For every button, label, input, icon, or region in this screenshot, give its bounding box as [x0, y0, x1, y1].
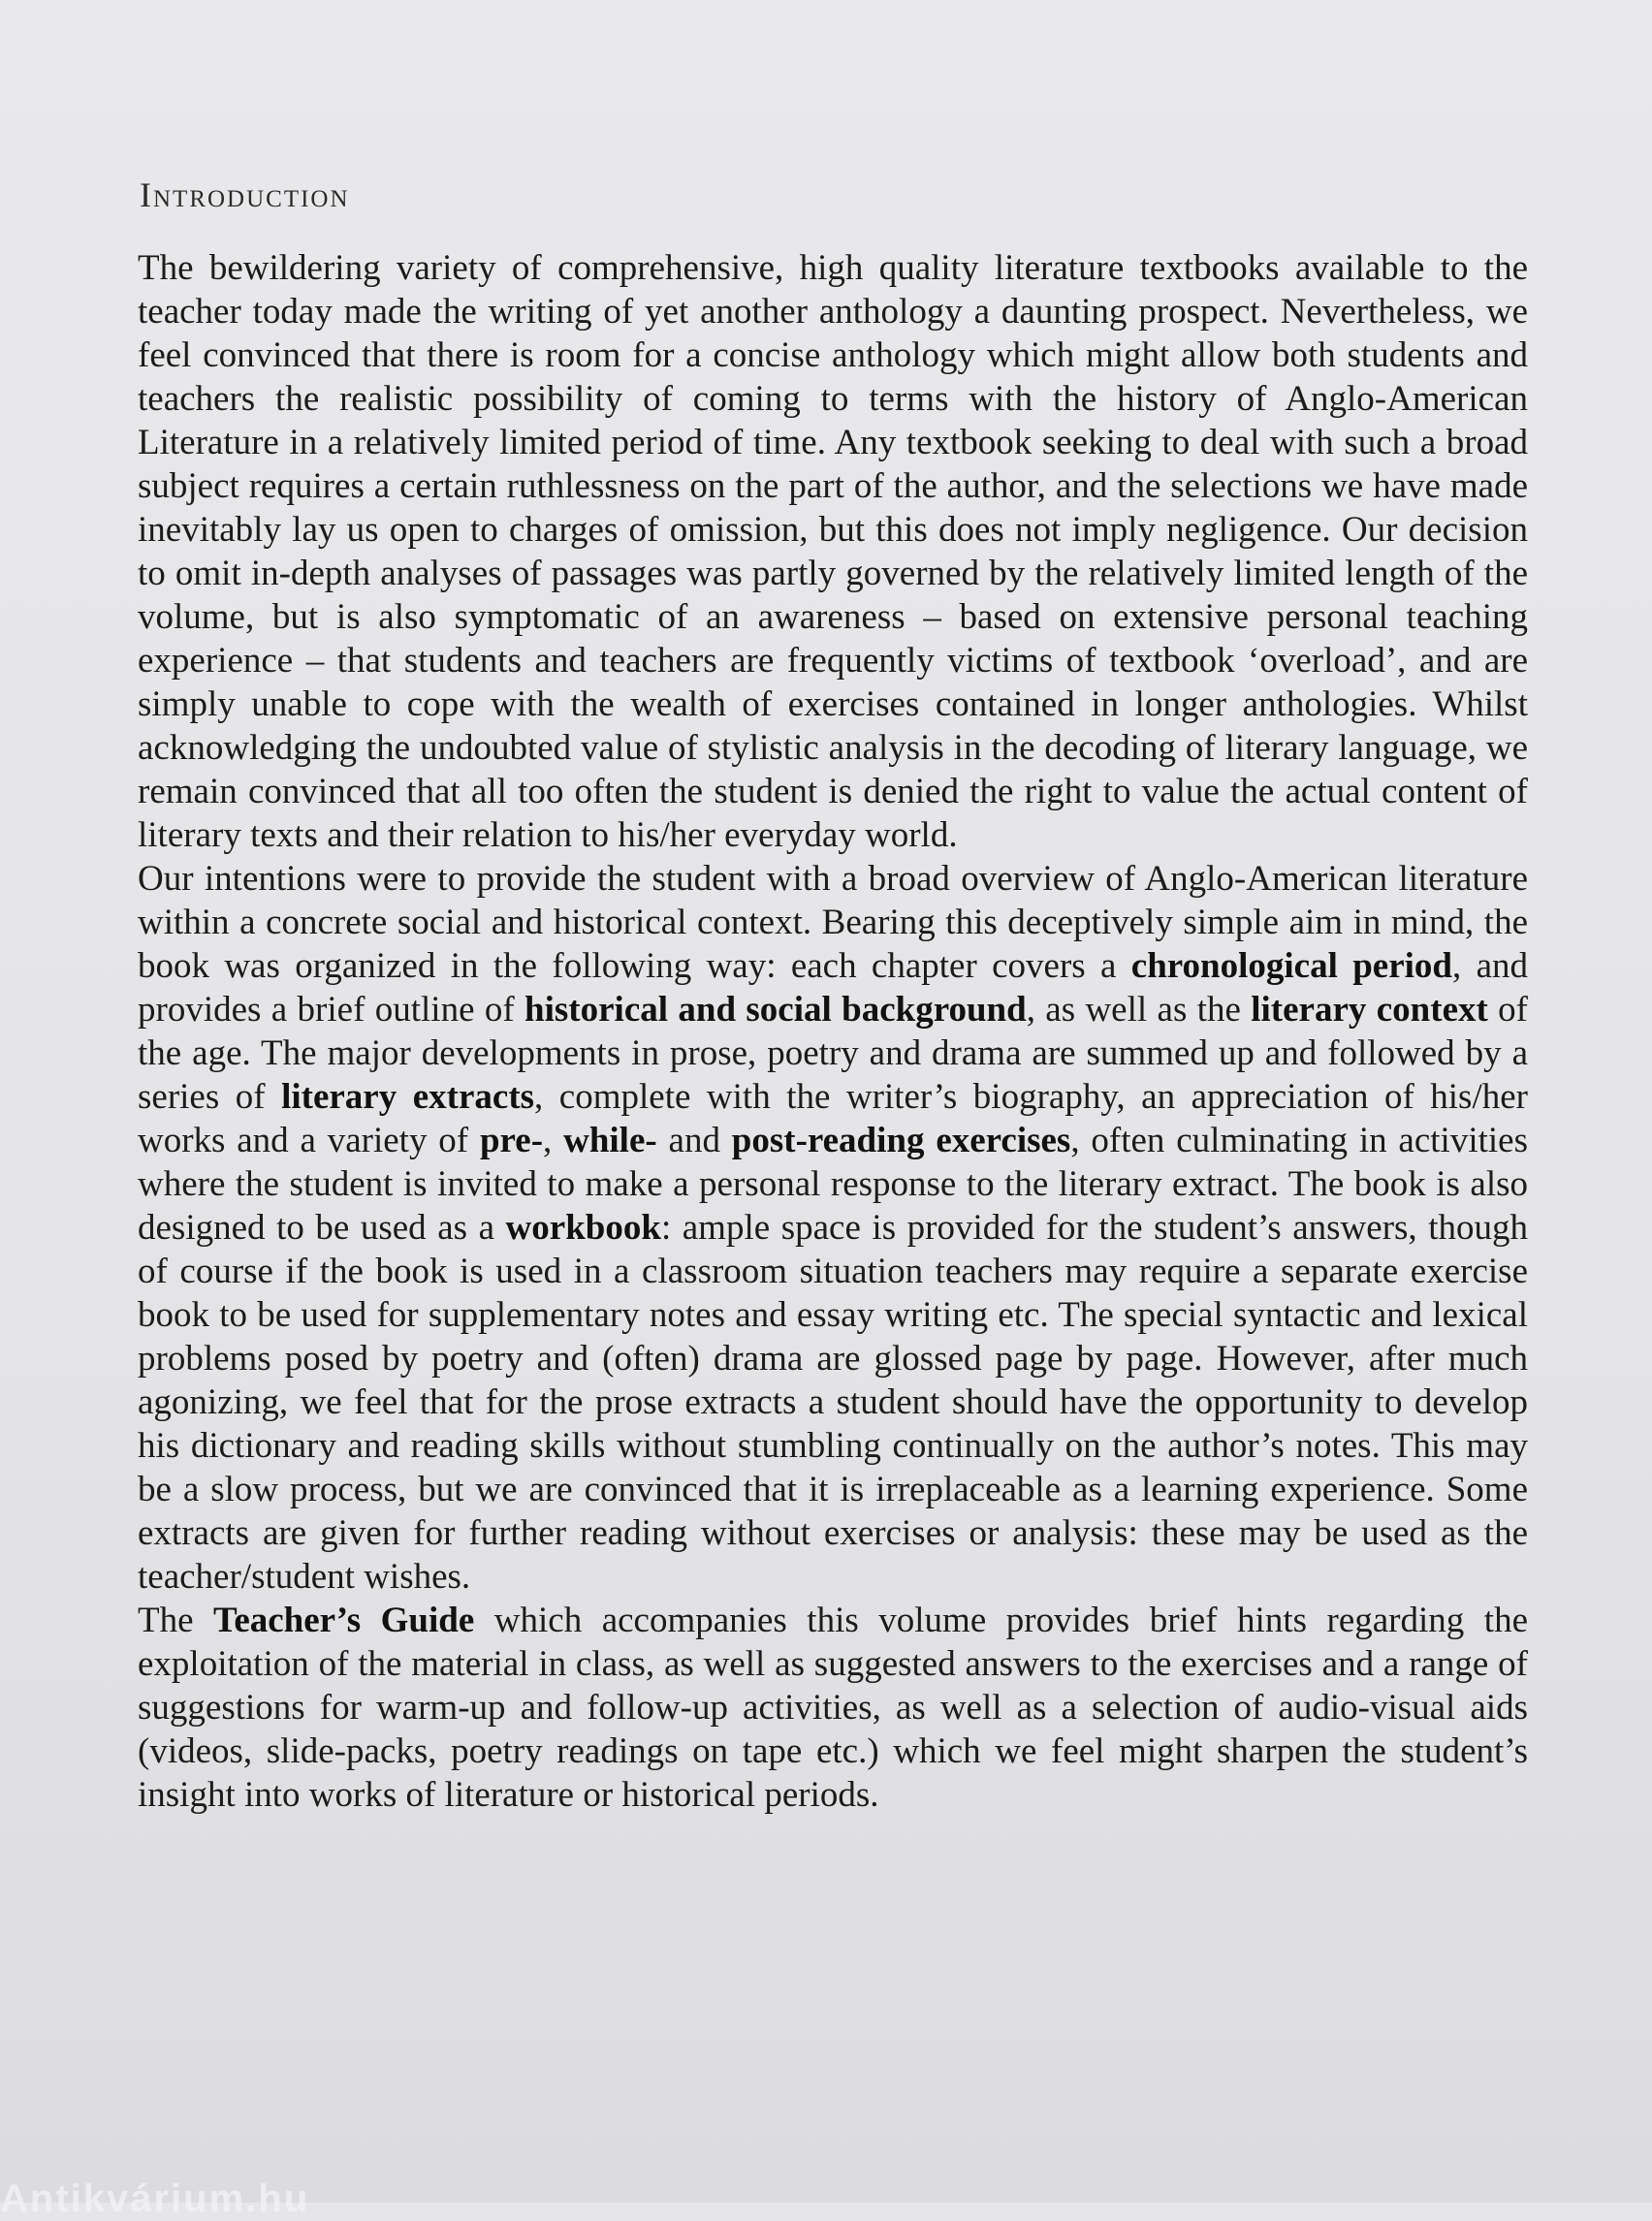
text-run: of the age. The major developments in prose, poetry and drama are summed up and followed by a series of [138, 990, 1529, 1117]
paragraph-3 [138, 1599, 1528, 1817]
bold-term-chronological-period: chronological period [1130, 946, 1452, 986]
bold-term-literary-context: literary context [1251, 990, 1488, 1030]
watermark: Antikvárium.hu [0, 2177, 310, 2220]
text-run: : ample space is provided for the student’s answers, though of course if the book is used in a classroom situation teachers may require a separate exercise book to be used for supplementary notes and essay writing etc. The special syntactic and lexical problems posed by poetry and (often) drama are glossed page by page. However, after much agonizing, we feel that for the prose extracts a student should have the opportunity to develop his dictionary and reading skills without stumbling continually on the author’s notes. This may be a slow process, but we are convinced that it is irreplaceable as a learning experience. Some extracts are given for further reading without exercises or analysis: these may be used as the teacher/student wishes. [138, 1208, 1528, 1597]
text-run: , as well as the [1026, 990, 1252, 1030]
bold-term-post-reading-exercises: post-reading exercises [731, 1121, 1071, 1160]
text-run: , often culminating in activities where the student is invited to make a personal response to the literary extract. The book is also designed to be used as a [138, 1121, 1528, 1248]
introduction-body [138, 246, 1528, 1817]
text-run: and [656, 1121, 732, 1160]
page-heading: Introduction [140, 175, 350, 214]
bold-term-teachers-guide: Teacher’s Guide [213, 1601, 475, 1640]
text-run: , complete with the writer’s biography, an appreciation of his/her works and a variety of [138, 1077, 1528, 1160]
paragraph-2 [138, 857, 1528, 1599]
bold-term-workbook: workbook [505, 1208, 661, 1248]
text-run: The [138, 1601, 214, 1640]
text-run: which accompanies this volume provides brief hints regarding the exploitation of the material in class, as well as suggested answers to the exercises and a range of suggestions for warm-up and follow-up activities, as well as a selection of audio-visual aids (videos, slide-packs, poetry readings on tape etc.) which we feel might sharpen the student’s insight into works of literature or historical periods. [138, 1601, 1528, 1815]
text-run: , [543, 1121, 564, 1160]
bold-term-literary-extracts: literary extracts [281, 1077, 535, 1117]
bold-term-historical-social-background: historical and social background [524, 990, 1027, 1030]
text-run: , and provides a brief outline of [138, 946, 1528, 1030]
text-run: Our intentions were to provide the student with a broad overview of Anglo-American literature within a concrete social and historical context. Bearing this deceptively simple aim in mind, the book was organized in the following way: each chapter covers a [138, 859, 1528, 986]
paragraph-1: The bewildering variety of comprehensive, high quality literature textbooks available to the teacher today made the writing of yet another anthology a daunting prospect. Nevertheless, we feel convinced that there is room for a concise anthology which might allow both students and teachers the realistic possibility of coming to terms with the history of Anglo-American Literature in a relatively limited period of time. Any textbook seeking to deal with such a broad subject requires a certain ruthlessness on the part of the author, and the selections we have made inevitably lay us open to charges of omission, but this does not imply negligence. Our decision to omit in-depth analyses of passages was partly governed by the relatively limited length of the volume, but is also symptomatic of an awareness – based on extensive personal teaching experience – that students and teachers are frequently victims of textbook ‘overload’, and are simply unable to cope with the wealth of exercises contained in longer anthologies. Whilst acknowledging the undoubted value of stylistic analysis in the decoding of literary language, we remain convinced that all too often the student is denied the right to value the actual content of literary texts and their relation to his/her everyday world. [138, 248, 1528, 855]
bold-term-pre: pre- [479, 1121, 544, 1160]
bold-term-while: while- [563, 1121, 657, 1160]
